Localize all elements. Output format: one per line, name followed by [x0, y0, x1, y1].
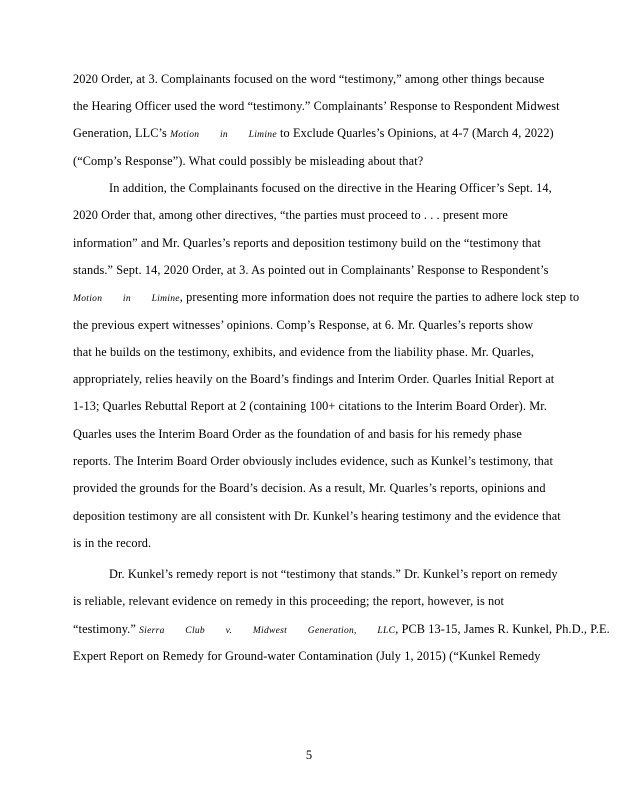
italic-citation: Motion in Limine — [73, 294, 180, 304]
text-line — [73, 99, 593, 113]
text-run: stands.” Sept. 14, 2020 Order, at 3. As pointed out in Complainants’ Response to Respondent’s — [73, 263, 549, 277]
text-run: information” and Mr. Quarles’s reports and deposition testimony build on the “testimony that — [73, 236, 541, 250]
text-line — [73, 509, 593, 523]
text-line — [73, 208, 593, 222]
text-line — [109, 567, 593, 581]
italic-citation: Sierra Club v. Midwest Generation, LLC — [139, 626, 396, 636]
text-run: , PCB 13-15, James R. Kunkel, Ph.D., P.E. — [395, 622, 610, 636]
text-run: to Exclude Quarles’s Opinions, at 4-7 (March 4, 2022) — [276, 126, 554, 140]
text-line — [73, 372, 593, 386]
text-run: Expert Report on Remedy for Ground-water Contamination (July 1, 2015) (“Kunkel Remedy — [73, 649, 541, 663]
text-line — [73, 622, 610, 638]
text-run: provided the grounds for the Board’s decision. As a result, Mr. Quarles’s reports, opinions and — [73, 481, 546, 495]
text-run: Quarles uses the Interim Board Order as the foundation of and basis for his remedy phase — [73, 427, 522, 441]
text-line — [73, 126, 593, 142]
text-line — [73, 399, 593, 413]
page-number: 5 — [305, 748, 313, 762]
text-run: 2020 Order that, among other directives, “the parties must proceed to . . . present more — [73, 208, 508, 222]
text-line — [73, 594, 593, 608]
text-run: is reliable, relevant evidence on remedy in this proceeding; the report, however, is not — [73, 594, 505, 608]
text-run: the previous expert witnesses’ opinions. Comp’s Response, at 6. Mr. Quarles’s reports show — [73, 318, 534, 332]
text-line — [73, 72, 593, 86]
text-run: appropriately, relies heavily on the Board’s findings and Interim Order. Quarles Initial Report at — [73, 372, 555, 386]
text-line — [73, 481, 593, 495]
text-run: Dr. Kunkel’s remedy report is not “testimony that stands.” Dr. Kunkel’s report on remedy — [109, 567, 558, 581]
text-line — [73, 290, 593, 306]
text-run: reports. The Interim Board Order obviously includes evidence, such as Kunkel’s testimony, that — [73, 454, 553, 468]
text-line — [73, 345, 593, 359]
text-line — [73, 154, 593, 168]
text-run: that he builds on the testimony, exhibits, and evidence from the liability phase. Mr. Quarles, — [73, 345, 535, 359]
text-run: “testimony.” — [73, 622, 140, 636]
text-line — [73, 263, 593, 277]
text-run: In addition, the Complainants focused on the directive in the Hearing Officer’s Sept. 14, — [109, 181, 552, 195]
text-line — [73, 454, 593, 468]
italic-citation: Motion in Limine — [170, 130, 277, 140]
text-line — [73, 536, 593, 550]
text-run: Generation, LLC’s — [73, 126, 171, 140]
text-line — [73, 649, 593, 663]
text-line — [73, 236, 593, 250]
text-run: 1-13; Quarles Rebuttal Report at 2 (containing 100+ citations to the Interim Board Order). Mr. — [73, 399, 547, 413]
text-run: is in the record. — [73, 536, 152, 550]
text-line — [109, 181, 593, 195]
text-run: the Hearing Officer used the word “testimony.” Complainants’ Response to Respondent Midwest — [73, 99, 560, 113]
text-line — [73, 318, 593, 332]
text-run: 2020 Order, at 3. Complainants focused on the word “testimony,” among other things because — [73, 72, 545, 86]
text-line — [73, 427, 593, 441]
text-run: (“Comp’s Response”). What could possibly be misleading about that? — [73, 154, 424, 168]
text-run: , presenting more information does not require the parties to adhere lock step to — [179, 290, 580, 304]
text-run: deposition testimony are all consistent with Dr. Kunkel’s hearing testimony and the evidence that — [73, 509, 561, 523]
